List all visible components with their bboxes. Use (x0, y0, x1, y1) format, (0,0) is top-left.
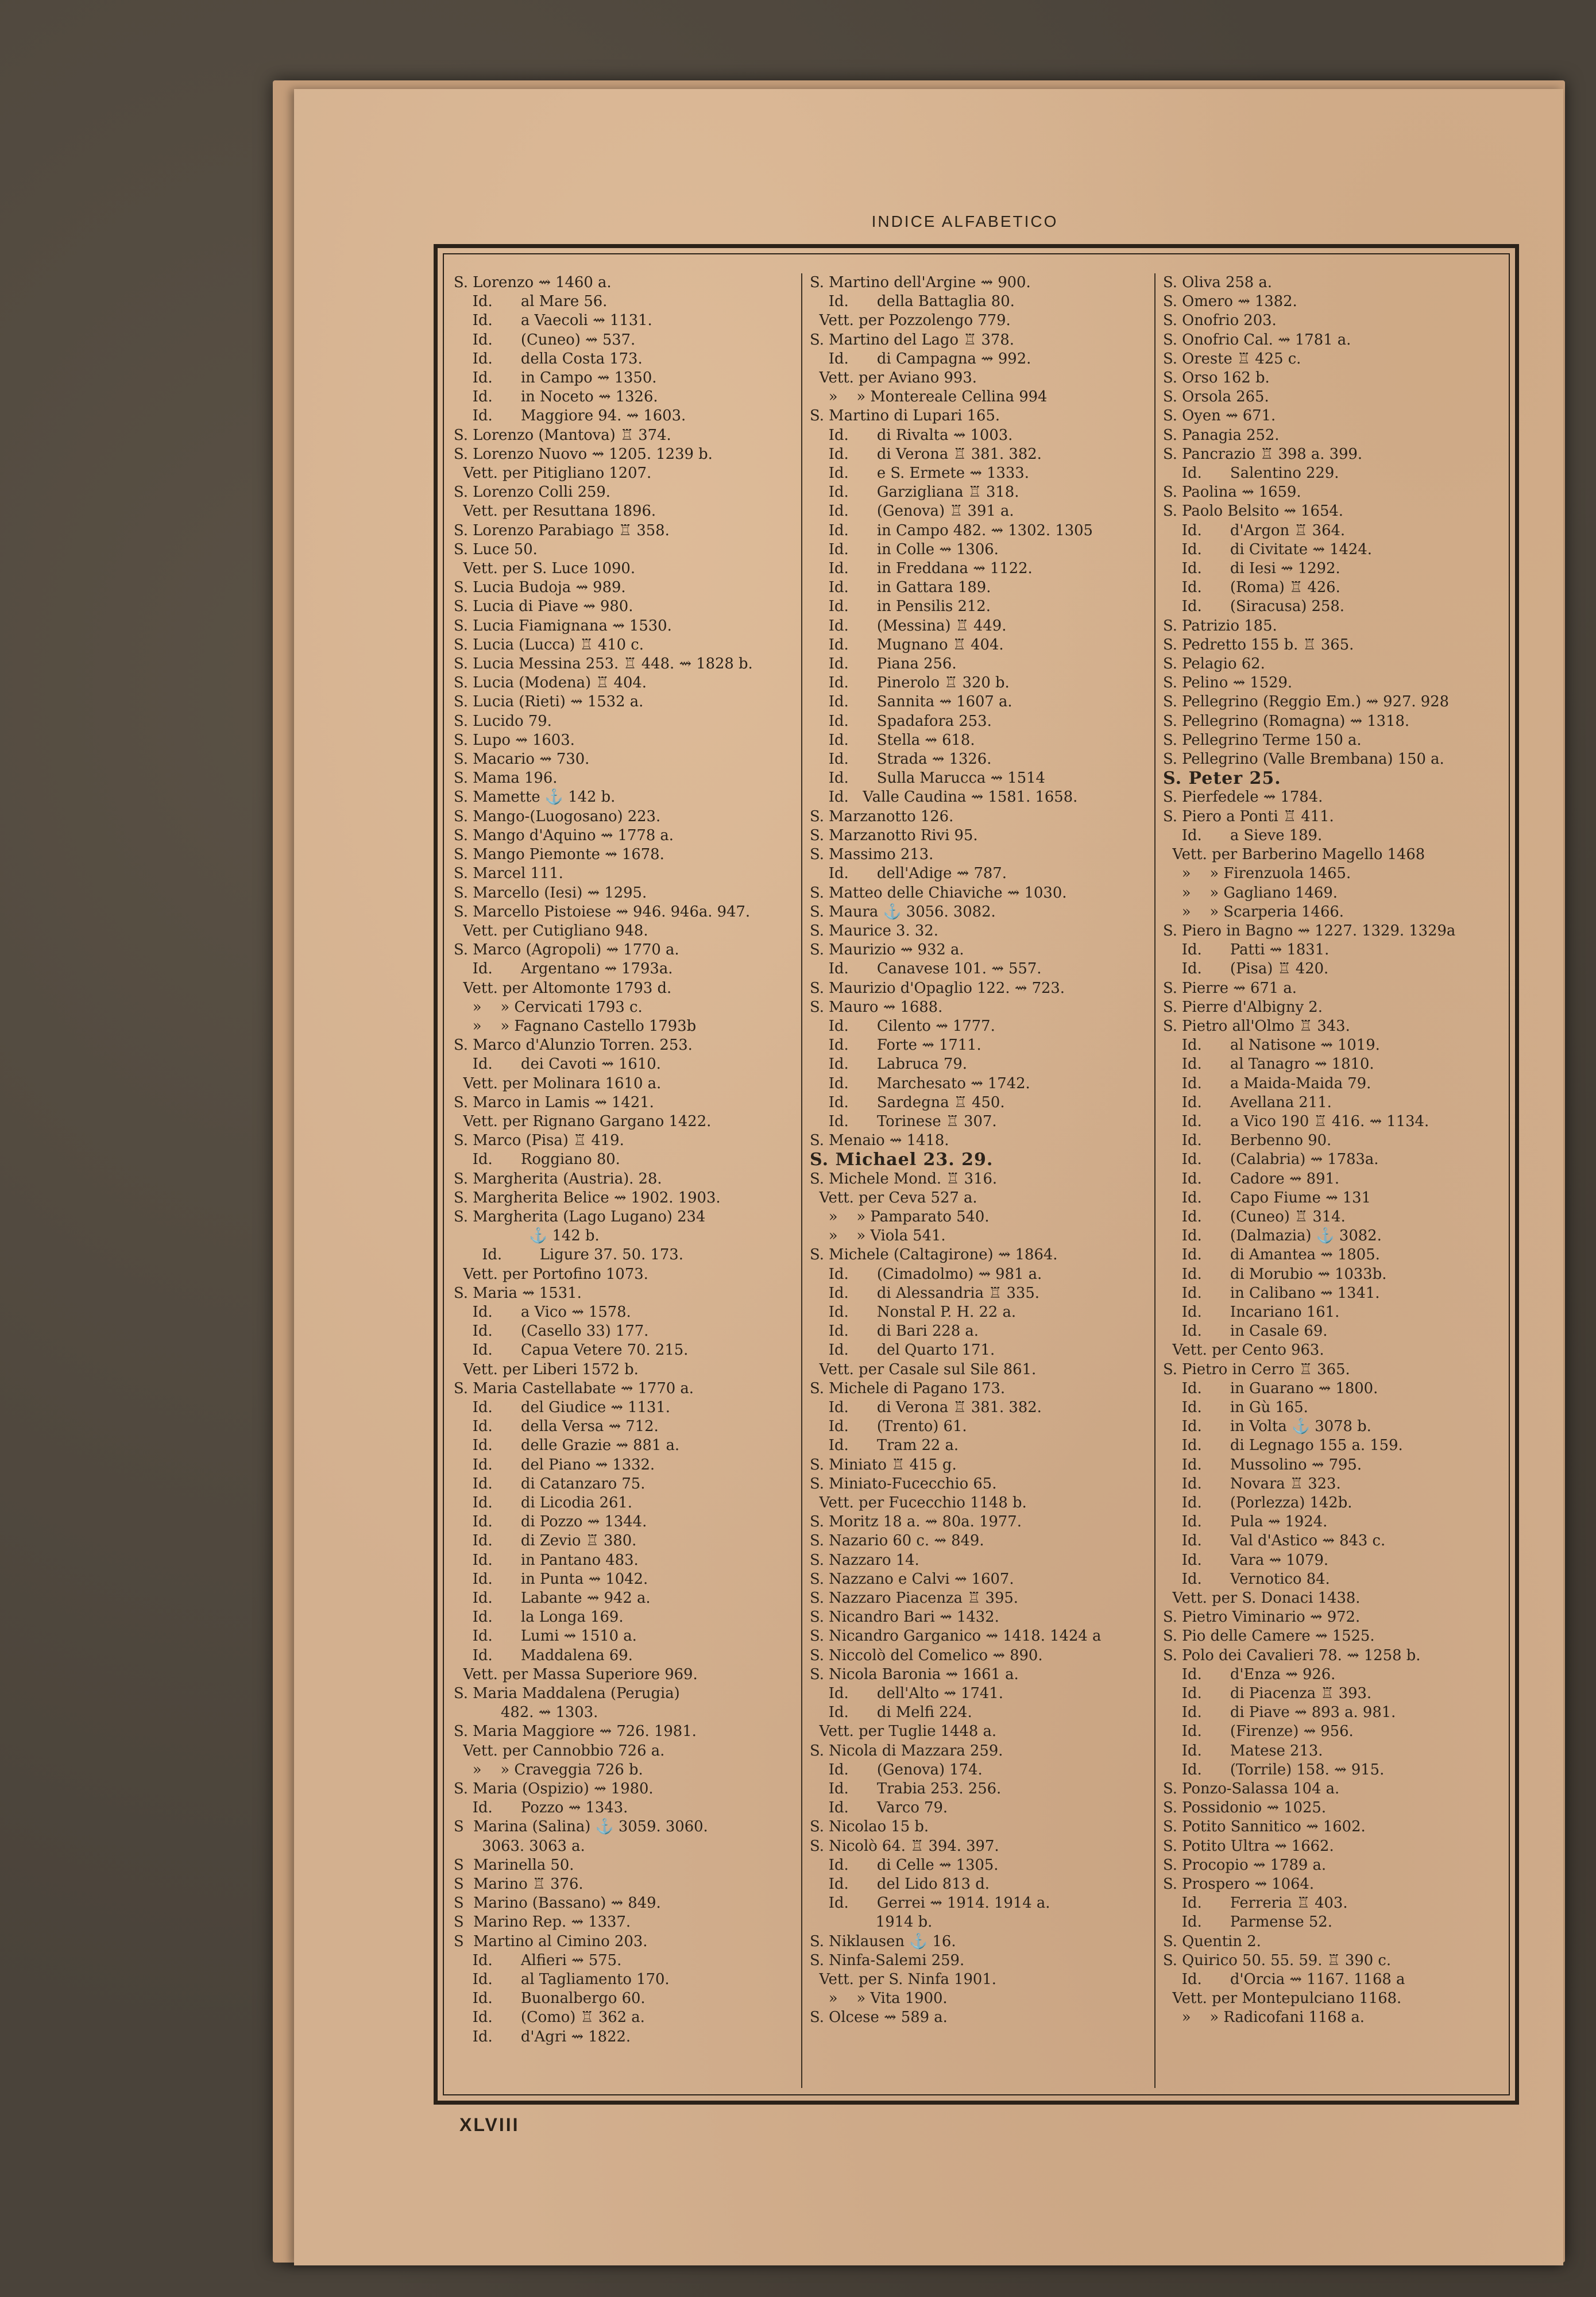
index-entry: Id. in Calibano ⇝ 1341. (1163, 1284, 1380, 1302)
index-entry: S. Nicola Baronia ⇝ 1661 a. (810, 1665, 1019, 1683)
index-entry: S. Lucia (Lucca) ♖ 410 c. (454, 636, 644, 653)
index-entry: Id. al Natisone ⇝ 1019. (1163, 1037, 1380, 1054)
index-entry: Vett. per Liberi 1572 b. (454, 1360, 639, 1378)
index-entry: Id. Gerrei ⇝ 1914. 1914 a. (810, 1894, 1050, 1912)
index-entry: Id. della Versa ⇝ 712. (454, 1418, 659, 1436)
index-entry: S. Ponzo-Salassa 104 a. (1163, 1780, 1340, 1798)
index-entry: S. Mango d'Aquino ⇝ 1778 a. (454, 826, 674, 844)
index-entry: S. Moritz 18 a. ⇝ 80a. 1977. (810, 1513, 1022, 1531)
index-entry: Id. (Porlezza) 142b. (1163, 1494, 1352, 1511)
index-entry: Id. in Gattara 189. (810, 579, 991, 597)
index-entry: S. Pedretto 155 b. ♖ 365. (1163, 636, 1354, 653)
index-entry: S. Polo dei Cavalieri 78. ⇝ 1258 b. (1163, 1646, 1421, 1664)
index-entry: Id. di Rivalta ⇝ 1003. (810, 426, 1013, 444)
index-entry: S. Pelino ⇝ 1529. (1163, 674, 1293, 692)
index-entry: Id. a Vico 190 ♖ 416. ⇝ 1134. (1163, 1112, 1429, 1130)
index-entry: S. Mauro ⇝ 1688. (810, 998, 943, 1016)
index-entry: Id. Ferreria ♖ 403. (1163, 1894, 1348, 1912)
index-entry: S. Marcel 111. (454, 865, 563, 883)
index-entry: S. Michele Mond. ♖ 316. (810, 1170, 998, 1188)
index-entry: S. Maria ⇝ 1531. (454, 1284, 582, 1302)
index-entry: Id. Maggiore 94. ⇝ 1603. (454, 407, 686, 425)
index-entry: S. Nicolò 64. ♖ 394. 397. (810, 1837, 999, 1855)
index-entry: Id. di Zevio ♖ 380. (454, 1532, 637, 1550)
index-entry: Vett. per Cento 963. (1163, 1341, 1324, 1359)
index-entry: Id. Roggiano 80. (454, 1151, 620, 1169)
index-entry: S. Pio delle Camere ⇝ 1525. (1163, 1627, 1375, 1645)
index-entry: Id. Ligure 37. 50. 173. (454, 1246, 683, 1264)
index-entry: Id. Parmense 52. (1163, 1913, 1332, 1931)
index-entry: Id. (Dalmazia) ⚓ 3082. (1163, 1227, 1382, 1245)
index-entry: S. Maria Castellabate ⇝ 1770 a. (454, 1379, 694, 1397)
index-entry: Vett. per Resuttana 1896. (454, 502, 656, 520)
index-entry: Id. Argentano ⇝ 1793a. (454, 960, 673, 978)
index-entry: Vett. per Pitigliano 1207. (454, 465, 652, 482)
index-entry: » » Firenzuola 1465. (1163, 865, 1351, 883)
index-entry: Id. in Freddana ⇝ 1122. (810, 560, 1033, 578)
index-entry: Id. Valle Caudina ⇝ 1581. 1658. (810, 788, 1078, 806)
index-entry: Id. Marchesato ⇝ 1742. (810, 1074, 1030, 1092)
index-entry: » » Scarperia 1466. (1163, 903, 1344, 921)
index-entry: Id. Patti ⇝ 1831. (1163, 941, 1330, 959)
index-entry: S. Paolina ⇝ 1659. (1163, 484, 1301, 501)
index-entry: S. Pellegrino (Reggio Em.) ⇝ 927. 928 (1163, 693, 1450, 711)
index-entry: Id. in Pantano 483. (454, 1551, 639, 1569)
page-number: XLVIII (459, 2114, 520, 2135)
index-entry: S. Orso 162 b. (1163, 369, 1270, 387)
page-header: INDICE ALFABETICO (871, 212, 1058, 230)
index-entry: S. Oliva 258 a. (1163, 274, 1272, 291)
index-entry: S. Piero in Bagno ⇝ 1227. 1329. 1329a (1163, 922, 1456, 939)
index-entry: Id. del Piano ⇝ 1332. (454, 1456, 655, 1474)
index-entry: Id. di Alessandria ♖ 335. (810, 1284, 1039, 1302)
index-entry: Id. di Bari 228 a. (810, 1322, 979, 1340)
index-entry: Id. del Giudice ⇝ 1131. (454, 1398, 670, 1416)
index-entry: S. Menaio ⇝ 1418. (810, 1132, 949, 1150)
index-entry: S. Luce 50. (454, 540, 538, 558)
index-entry: Id. Torinese ♖ 307. (810, 1112, 997, 1130)
index-entry: 482. ⇝ 1303. (454, 1704, 598, 1722)
index-entry: Id. Buonalbergo 60. (454, 1990, 646, 2008)
index-entry: Vett. per Fucecchio 1148 b. (810, 1494, 1027, 1511)
index-entry: S. Lorenzo Nuovo ⇝ 1205. 1239 b. (454, 445, 713, 463)
index-entry: S. Pancrazio ♖ 398 a. 399. (1163, 445, 1363, 463)
index-entry: Id. di Melfi 224. (810, 1704, 972, 1722)
index-entry: S. Nicolao 15 b. (810, 1818, 929, 1836)
index-entry: S. Marzanotto Rivi 95. (810, 826, 978, 844)
index-entry: S. Patrizio 185. (1163, 617, 1277, 635)
index-entry: Id. Sannita ⇝ 1607 a. (810, 693, 1013, 711)
index-entry: Id. in Volta ⚓ 3078 b. (1163, 1418, 1371, 1436)
index-entry: S. Lucia Budoja ⇝ 989. (454, 579, 626, 597)
index-entry: S. Nazzaro Piacenza ♖ 395. (810, 1590, 1018, 1607)
index-entry: S. Onofrio Cal. ⇝ 1781 a. (1163, 331, 1351, 349)
index-entry: Id. (Cuneo) ⇝ 537. (454, 331, 636, 349)
index-entry: Id. dell'Alto ⇝ 1741. (810, 1685, 1003, 1703)
index-entry: S. Paolo Belsito ⇝ 1654. (1163, 502, 1343, 520)
index-entry: Id. di Piave ⇝ 893 a. 981. (1163, 1704, 1396, 1722)
index-entry: Id. d'Orcia ⇝ 1167. 1168 a (1163, 1971, 1405, 1989)
index-entry: Id. Labante ⇝ 942 a. (454, 1590, 651, 1607)
index-entry: Id. al Tagliamento 170. (454, 1971, 670, 1989)
index-entry: S Marina (Salina) ⚓ 3059. 3060. (454, 1818, 708, 1836)
index-entry: Id. del Quarto 171. (810, 1341, 995, 1359)
index-entry: Id. d'Enza ⇝ 926. (1163, 1665, 1336, 1683)
index-entry: Id. di Campagna ⇝ 992. (810, 350, 1031, 368)
index-entry: Id. Val d'Astico ⇝ 843 c. (1163, 1532, 1386, 1550)
index-entry: S. Nazzaro 14. (810, 1551, 919, 1569)
index-entry: S. Oyen ⇝ 671. (1163, 407, 1276, 425)
index-entry: S. Lucia (Rieti) ⇝ 1532 a. (454, 693, 644, 711)
index-entry: S. Mamette ⚓ 142 b. (454, 788, 616, 806)
index-entry: Id. di Iesi ⇝ 1292. (1163, 560, 1340, 578)
index-entry: S. Quentin 2. (1163, 1932, 1261, 1950)
index-entry: » » Cervicati 1793 c. (454, 998, 643, 1016)
index-entry: S. Margherita Belice ⇝ 1902. 1903. (454, 1189, 721, 1206)
index-entry: Id. di Celle ⇝ 1305. (810, 1856, 999, 1874)
index-entry: Id. Matese 213. (1163, 1742, 1323, 1760)
index-entry: Id. (Pisa) ♖ 420. (1163, 960, 1329, 978)
index-entry: Id. di Pozzo ⇝ 1344. (454, 1513, 647, 1531)
index-entry: 3063. 3063 a. (454, 1837, 585, 1855)
index-entry: S. Pierre ⇝ 671 a. (1163, 979, 1297, 997)
index-entry: Vett. per Portofino 1073. (454, 1265, 648, 1283)
index-entry: Id. di Catanzaro 75. (454, 1475, 646, 1492)
index-entry: Id. Capo Fiume ⇝ 131 (1163, 1189, 1371, 1206)
index-entry: Id. in Pensilis 212. (810, 598, 991, 616)
index-entry: Vett. per Aviano 993. (810, 369, 977, 387)
index-entry: S. Lorenzo Colli 259. (454, 484, 611, 501)
index-entry: Id. della Costa 173. (454, 350, 643, 368)
index-entry: Id. dell'Adige ⇝ 787. (810, 865, 1007, 883)
index-entry: S Marino (Bassano) ⇝ 849. (454, 1894, 661, 1912)
index-entry: S. Olcese ⇝ 589 a. (810, 2009, 948, 2027)
index-entry: Id. Avellana 211. (1163, 1093, 1332, 1111)
index-entry: S. Maura ⚓ 3056. 3082. (810, 903, 996, 921)
index-entry: S. Mango Piemonte ⇝ 1678. (454, 846, 664, 864)
index-entry: Id. Trabia 253. 256. (810, 1780, 1002, 1798)
index-entry: S. Martino del Lago ♖ 378. (810, 331, 1014, 349)
index-entry: Vett. per Rignano Gargano 1422. (454, 1112, 712, 1130)
index-entry: Id. Canavese 101. ⇝ 557. (810, 960, 1042, 978)
index-entry: S. Mama 196. (454, 769, 558, 787)
index-entry: S. Pelagio 62. (1163, 655, 1265, 673)
index-entry: Vett. per S. Donaci 1438. (1163, 1590, 1361, 1607)
index-entry: Id. (Genova) 174. (810, 1761, 983, 1778)
index-entry: S. Marcello Pistoiese ⇝ 946. 946a. 947. (454, 903, 751, 921)
column-separator (1154, 273, 1156, 2088)
index-entry: S. Michele di Pagano 173. (810, 1379, 1006, 1397)
index-entry: Id. Incariano 161. (1163, 1303, 1340, 1321)
index-entry: S. Nicola di Mazzara 259. (810, 1742, 1003, 1760)
index-entry: Id. di Amantea ⇝ 1805. (1163, 1246, 1380, 1264)
index-entry: Id. di Civitate ⇝ 1424. (1163, 540, 1372, 558)
index-entry: » » Fagnano Castello 1793b (454, 1017, 697, 1035)
index-entry: Id. di Licodia 261. (454, 1494, 633, 1511)
index-entry: Id. di Piacenza ♖ 393. (1163, 1685, 1372, 1703)
index-entry: ⚓ 142 b. (454, 1227, 600, 1245)
index-entry: Id. Mugnano ♖ 404. (810, 636, 1004, 653)
index-entry: Id. Vernotico 84. (1163, 1570, 1330, 1588)
index-entry: S. Marcello (Iesi) ⇝ 1295. (454, 884, 647, 902)
index-entry: Id. Capua Vetere 70. 215. (454, 1341, 689, 1359)
index-entry: S Marino Rep. ⇝ 1337. (454, 1913, 631, 1931)
index-entry: S. Prospero ⇝ 1064. (1163, 1876, 1315, 1893)
index-entry: S. Nicandro Bari ⇝ 1432. (810, 1608, 999, 1626)
index-entry: Id. (Trento) 61. (810, 1418, 967, 1436)
index-entry: Vett. per Altomonte 1793 d. (454, 979, 672, 997)
index-entry: Id. (Calabria) ⇝ 1783a. (1163, 1151, 1379, 1169)
index-entry: Id. al Mare 56. (454, 293, 608, 311)
index-entry: 1914 b. (810, 1913, 933, 1931)
index-entry: Id. in Campo 482. ⇝ 1302. 1305 (810, 521, 1093, 539)
index-entry: Id. Berbenno 90. (1163, 1132, 1332, 1150)
index-entry: » » Craveggia 726 b. (454, 1761, 643, 1778)
index-entry: S. Lucia di Piave ⇝ 980. (454, 598, 633, 616)
index-entry: Id. Novara ♖ 323. (1163, 1475, 1341, 1492)
index-entry: Vett. per Pozzolengo 779. (810, 312, 1011, 330)
index-entry: Id. (Siracusa) 258. (1163, 598, 1344, 616)
index-entry: S. Panagia 252. (1163, 426, 1280, 444)
index-entry: S Martino al Cimino 203. (454, 1932, 648, 1950)
index-entry: Id. in Gù 165. (1163, 1398, 1308, 1416)
index-entry: S. Maria Maddalena (Perugia) (454, 1685, 680, 1703)
index-entry: Id. di Legnago 155 a. 159. (1163, 1437, 1403, 1455)
index-entry: Id. Sardegna ♖ 450. (810, 1093, 1005, 1111)
index-entry: Id. delle Grazie ⇝ 881 a. (454, 1437, 680, 1455)
index-entry: S. Pierre d'Albigny 2. (1163, 998, 1323, 1016)
index-entry: S. Nicandro Garganico ⇝ 1418. 1424 a (810, 1627, 1102, 1645)
index-entry: S. Maria (Ospizio) ⇝ 1980. (454, 1780, 654, 1798)
index-entry: Id. d'Argon ♖ 364. (1163, 521, 1346, 539)
index-column-3 (1163, 273, 1502, 2094)
index-entry: Id. di Morubio ⇝ 1033b. (1163, 1265, 1387, 1283)
index-entry: S. Niklausen ⚓ 16. (810, 1932, 956, 1950)
index-entry: S. Pellegrino (Romagna) ⇝ 1318. (1163, 712, 1410, 730)
index-entry: S. Miniato-Fucecchio 65. (810, 1475, 997, 1492)
index-entry: Id. (Genova) ♖ 391 a. (810, 502, 1014, 520)
index-entry: S. Macario ⇝ 730. (454, 751, 590, 768)
index-entry: S. Michele (Caltagirone) ⇝ 1864. (810, 1246, 1058, 1264)
index-entry: S. Marco (Agropoli) ⇝ 1770 a. (454, 941, 679, 959)
index-entry: Id. Tram 22 a. (810, 1437, 959, 1455)
index-entry: Vett. per S. Luce 1090. (454, 560, 636, 578)
index-entry: Id. Cadore ⇝ 891. (1163, 1170, 1340, 1188)
index-entry: S. Marzanotto 126. (810, 807, 954, 825)
index-entry: S. Pierfedele ⇝ 1784. (1163, 788, 1323, 806)
index-entry: S. Lupo ⇝ 1603. (454, 731, 575, 749)
index-entry: S. Lucia Messina 253. ♖ 448. ⇝ 1828 b. (454, 655, 753, 673)
index-entry: Id. in Punta ⇝ 1042. (454, 1570, 648, 1588)
index-entry: S. Pietro Viminario ⇝ 972. (1163, 1608, 1361, 1626)
index-entry: Id. in Casale 69. (1163, 1322, 1328, 1340)
index-entry: Id. e S. Ermete ⇝ 1333. (810, 465, 1029, 482)
index-entry: S. Martino di Lupari 165. (810, 407, 1000, 425)
index-entry: S. Matteo delle Chiaviche ⇝ 1030. (810, 884, 1067, 902)
index-entry: S. Michael 23. 29. (810, 1150, 994, 1170)
index-entry: S. Lucido 79. (454, 712, 552, 730)
index-entry: Id. Garzigliana ♖ 318. (810, 484, 1019, 501)
index-entry: S. Oreste ♖ 425 c. (1163, 350, 1301, 368)
index-entry: S Marino ♖ 376. (454, 1876, 583, 1893)
index-entry: Vett. per Molinara 1610 a. (454, 1074, 662, 1092)
index-entry: S. Quirico 50. 55. 59. ♖ 390 c. (1163, 1951, 1392, 1969)
index-entry: Id. a Vico ⇝ 1578. (454, 1303, 631, 1321)
index-entry: S. Pietro in Cerro ♖ 365. (1163, 1360, 1350, 1378)
index-entry: Vett. per Barberino Magello 1468 (1163, 846, 1425, 864)
index-entry: » » Radicofani 1168 a. (1163, 2009, 1365, 2027)
index-entry: S. Procopio ⇝ 1789 a. (1163, 1856, 1327, 1874)
index-entry: S. Pellegrino (Valle Brembana) 150 a. (1163, 751, 1444, 768)
index-entry: Id. (Casello 33) 177. (454, 1322, 649, 1340)
index-entry: S. Pietro all'Olmo ♖ 343. (1163, 1017, 1350, 1035)
index-entry: Id. Labruca 79. (810, 1055, 967, 1073)
index-entry: S Marinella 50. (454, 1856, 574, 1874)
index-entry: S. Pellegrino Terme 150 a. (1163, 731, 1362, 749)
index-entry: » » Viola 541. (810, 1227, 946, 1245)
index-entry: Id. a Vaecoli ⇝ 1131. (454, 312, 652, 330)
index-entry: Id. Salentino 229. (1163, 465, 1339, 482)
index-entry: S. Lucia (Modena) ♖ 404. (454, 674, 647, 692)
index-entry: » » Pamparato 540. (810, 1208, 990, 1225)
index-entry: Vett. per Cutigliano 948. (454, 922, 648, 939)
index-entry: S. Maurizio d'Opaglio 122. ⇝ 723. (810, 979, 1065, 997)
index-entry: Id. Pinerolo ♖ 320 b. (810, 674, 1010, 692)
index-entry: S. Mango-(Luogosano) 223. (454, 807, 661, 825)
index-entry: S. Niccolò del Comelico ⇝ 890. (810, 1646, 1043, 1664)
index-entry: Id. la Longa 169. (454, 1608, 624, 1626)
index-entry: S. Massimo 213. (810, 846, 934, 864)
index-entry: Id. Lumi ⇝ 1510 a. (454, 1627, 637, 1645)
index-entry: Vett. per Ceva 527 a. (810, 1189, 977, 1206)
index-entry: Id. in Campo ⇝ 1350. (454, 369, 657, 387)
index-entry: Id. (Como) ♖ 362 a. (454, 2009, 645, 2027)
index-entry: S. Possidonio ⇝ 1025. (1163, 1799, 1327, 1817)
index-entry: Id. (Cuneo) ♖ 314. (1163, 1208, 1346, 1225)
index-entry: Id. dei Cavoti ⇝ 1610. (454, 1055, 661, 1073)
index-entry: S. Margherita (Lago Lugano) 234 (454, 1208, 706, 1225)
index-entry: » » Gagliano 1469. (1163, 884, 1338, 902)
index-entry: Id. Cilento ⇝ 1777. (810, 1017, 995, 1035)
index-entry: S. Nazzano e Calvi ⇝ 1607. (810, 1570, 1014, 1588)
index-entry: Id. (Cimadolmo) ⇝ 981 a. (810, 1265, 1042, 1283)
index-entry: Id. del Lido 813 d. (810, 1876, 990, 1893)
index-entry: Id. Nonstal P. H. 22 a. (810, 1303, 1017, 1321)
index-entry: Vett. per S. Ninfa 1901. (810, 1971, 996, 1989)
index-entry: S. Miniato ♖ 415 g. (810, 1456, 957, 1474)
index-entry: Id. (Firenze) ⇝ 956. (1163, 1723, 1354, 1741)
index-entry: Id. in Noceto ⇝ 1326. (454, 388, 658, 406)
index-entry: Id. (Roma) ♖ 426. (1163, 579, 1340, 597)
index-entry: S. Piero a Ponti ♖ 411. (1163, 807, 1334, 825)
index-entry: S. Potito Ultra ⇝ 1662. (1163, 1837, 1334, 1855)
index-entry: Vett. per Montepulciano 1168. (1163, 1990, 1402, 2008)
index-entry: Id. di Verona ♖ 381. 382. (810, 1398, 1042, 1416)
index-entry: Vett. per Cannobbio 726 a. (454, 1742, 665, 1760)
index-entry: S. Maria Maggiore ⇝ 726. 1981. (454, 1723, 697, 1741)
index-entry: Id. Spadafora 253. (810, 712, 992, 730)
index-entry: S. Marco in Lamis ⇝ 1421. (454, 1093, 654, 1111)
index-entry: Id. Vara ⇝ 1079. (1163, 1551, 1329, 1569)
index-entry: S. Peter 25. (1163, 768, 1281, 789)
column-separator (801, 273, 802, 2088)
index-entry: Vett. per Massa Superiore 969. (454, 1665, 698, 1683)
index-entry: Id. Forte ⇝ 1711. (810, 1037, 981, 1054)
index-column-2 (810, 273, 1149, 2094)
index-entry: S. Margherita (Austria). 28. (454, 1170, 662, 1188)
index-entry: Id. Strada ⇝ 1326. (810, 751, 992, 768)
index-entry: S. Maurice 3. 32. (810, 922, 938, 939)
index-entry: Id. Mussolino ⇝ 795. (1163, 1456, 1362, 1474)
index-entry: S. Ninfa-Salemi 259. (810, 1951, 965, 1969)
index-entry: S. Maurizio ⇝ 932 a. (810, 941, 964, 959)
index-entry: Id. Stella ⇝ 618. (810, 731, 975, 749)
index-entry: S. Lorenzo Parabiago ♖ 358. (454, 521, 670, 539)
index-entry: S. Orsola 265. (1163, 388, 1269, 406)
index-entry: Id. Sulla Marucca ⇝ 1514 (810, 769, 1045, 787)
index-entry: S. Martino dell'Argine ⇝ 900. (810, 274, 1031, 291)
index-entry: Id. Pula ⇝ 1924. (1163, 1513, 1328, 1531)
index-entry: Id. della Battaglia 80. (810, 293, 1015, 311)
index-column-1 (454, 273, 793, 2094)
index-entry: Id. a Sieve 189. (1163, 826, 1323, 844)
index-entry: Id. Maddalena 69. (454, 1646, 633, 1664)
index-entry: Id. Pozzo ⇝ 1343. (454, 1799, 628, 1817)
index-entry: Id. Varco 79. (810, 1799, 948, 1817)
index-entry: » » Vita 1900. (810, 1990, 948, 2008)
index-entry: Id. Piana 256. (810, 655, 957, 673)
index-entry: S. Lucia Fiamignana ⇝ 1530. (454, 617, 672, 635)
index-entry: Id. di Verona ♖ 381. 382. (810, 445, 1042, 463)
index-entry: S. Onofrio 203. (1163, 312, 1277, 330)
index-entry: Id. (Torrile) 158. ⇝ 915. (1163, 1761, 1385, 1778)
index-entry: Vett. per Tuglie 1448 a. (810, 1723, 997, 1741)
index-entry: Id. Alfieri ⇝ 575. (454, 1951, 622, 1969)
index-entry: Id. a Maida-Maida 79. (1163, 1074, 1371, 1092)
index-entry: S. Marco (Pisa) ♖ 419. (454, 1132, 624, 1150)
index-entry: S. Nazario 60 c. ⇝ 849. (810, 1532, 984, 1550)
index-entry: S. Lorenzo (Mantova) ♖ 374. (454, 426, 671, 444)
index-entry: S. Marco d'Alunzio Torren. 253. (454, 1037, 693, 1054)
index-entry: S. Potito Sannitico ⇝ 1602. (1163, 1818, 1366, 1836)
index-entry: Id. in Colle ⇝ 1306. (810, 540, 999, 558)
index-entry: Id. d'Agri ⇝ 1822. (454, 2028, 631, 2045)
index-entry: Id. al Tanagro ⇝ 1810. (1163, 1055, 1374, 1073)
index-entry: Vett. per Casale sul Sile 861. (810, 1360, 1037, 1378)
index-entry: » » Montereale Cellina 994 (810, 388, 1048, 406)
index-entry: S. Lorenzo ⇝ 1460 a. (454, 274, 612, 291)
index-entry: Id. (Messina) ♖ 449. (810, 617, 1007, 635)
index-entry: Id. in Guarano ⇝ 1800. (1163, 1379, 1378, 1397)
index-entry: S. Omero ⇝ 1382. (1163, 293, 1297, 311)
